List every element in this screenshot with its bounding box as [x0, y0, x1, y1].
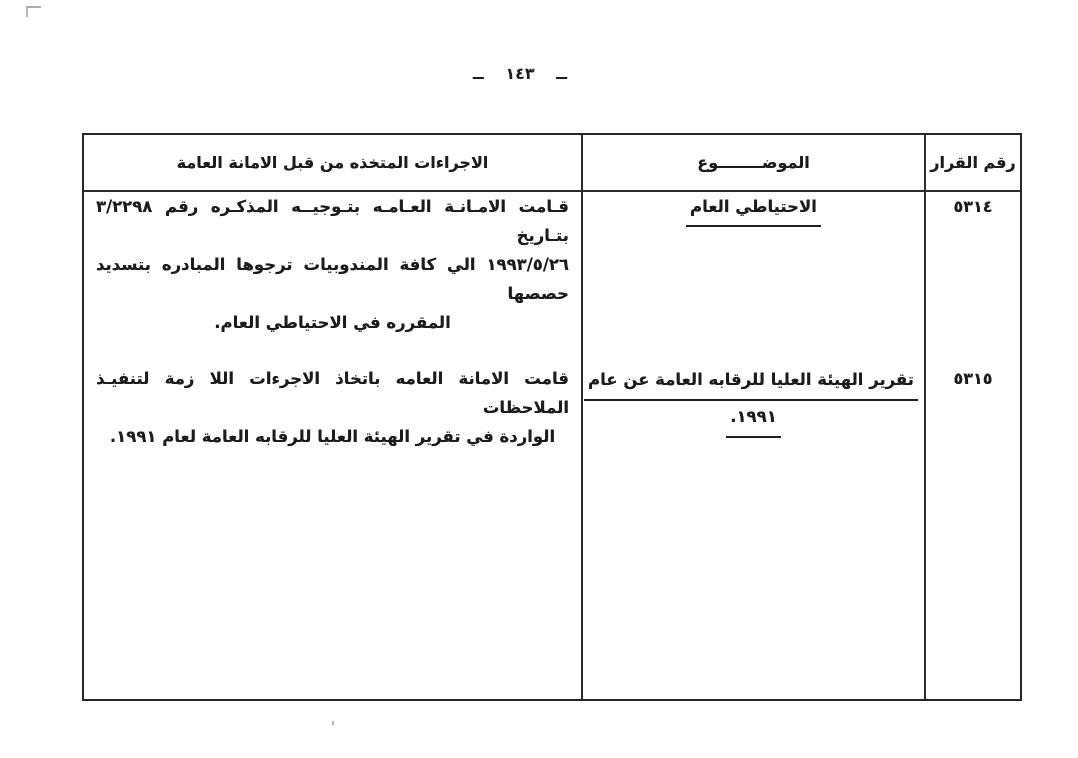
decisions-table [82, 133, 1022, 701]
table-row-2-decision-number: ٥٣١٥ [924, 364, 1020, 699]
table-row-2-actions [84, 364, 581, 699]
action-line: ١٩٩٣/٥/٢٦ الي كافة المندوبيات ترجوها المبادره بتسديد حصصها [96, 255, 569, 303]
table-row-1-subject [581, 192, 924, 364]
action-line: الواردة في تقرير الهيئة العليا للرقابه العامة لعام ١٩٩١. [109, 427, 556, 446]
header-subject: الموضــــــــوع [581, 135, 924, 192]
action-line: قـامت الامـانـة العـامـه بتـوجيــه المذكـره رقم ٣/٢٢٩٨ بتـاريخ [96, 197, 569, 245]
page-number: ــ ١٤٣ ــ [472, 64, 568, 83]
header-decision-number: رقم القرار [924, 135, 1020, 192]
table-row-1-decision-number: ٥٣١٤ [924, 192, 1020, 364]
action-line: المقرره في الاحتياطي العام. [214, 313, 451, 332]
table-row-2-subject [581, 364, 924, 699]
table-row-2-subject-text-1: تقرير الهيئة العليا للرقابه العامة عن عام [584, 364, 918, 401]
scan-corner-artifact [26, 6, 41, 17]
header-actions: الاجراءات المتخذه من قبل الامانة العامة [84, 135, 581, 192]
table-row-2-subject-line [589, 364, 918, 401]
table-row-1-actions [84, 192, 581, 364]
scan-speck-artifact [332, 721, 334, 725]
table-row-1-subject-text: الاحتياطي العام [686, 192, 821, 227]
action-line: قامت الامانة العامه باتخاذ الاجرءات اللا زمة لتنفيـذ الملاحظات [96, 369, 569, 417]
table-row-2-subject-line [589, 401, 918, 438]
table-row-2-subject-text-2: ١٩٩١. [726, 401, 781, 438]
